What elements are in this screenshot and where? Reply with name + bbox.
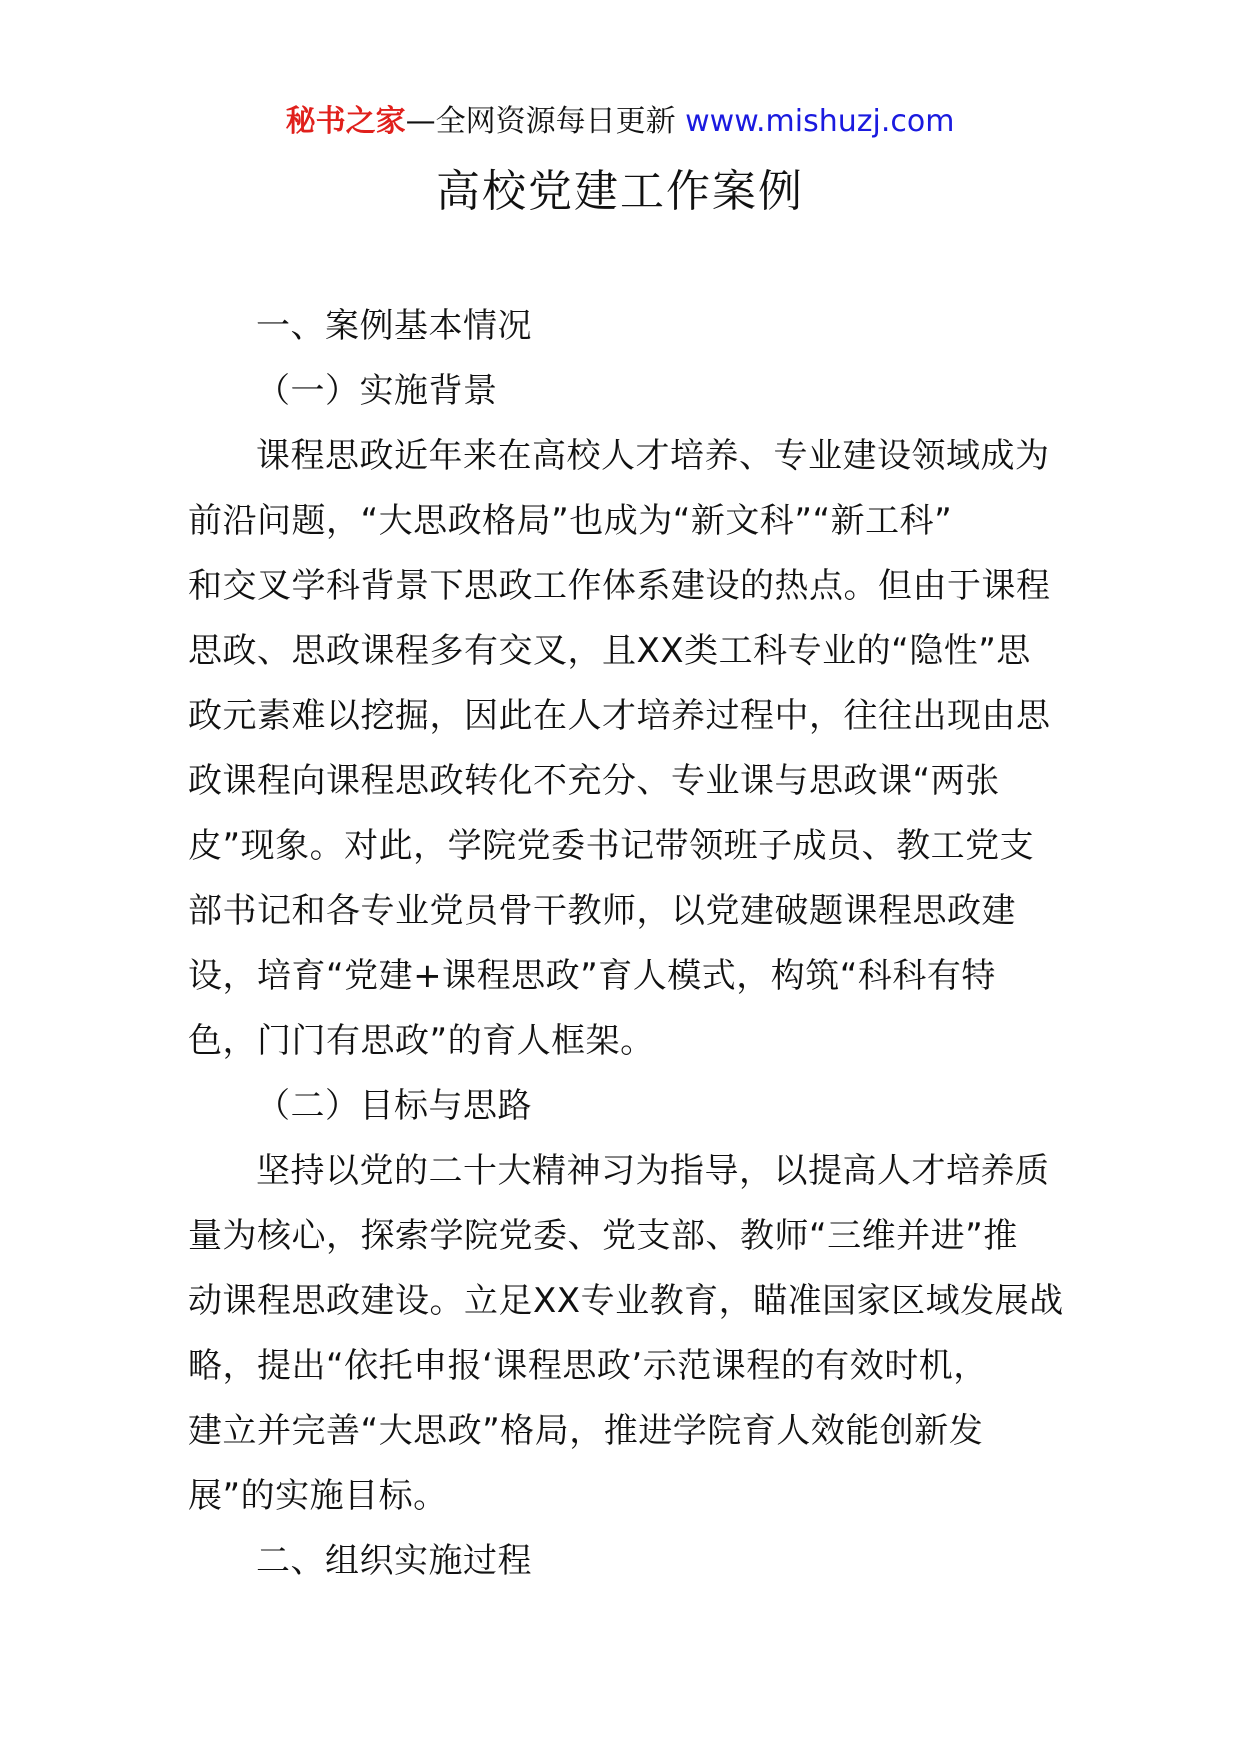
paragraph-line: 建立并完善“大思政”格局，推进学院育人效能创新发 (188, 1411, 984, 1451)
section-heading-1: 一、案例基本情况 (256, 306, 532, 346)
subsection-heading-2: （二）目标与思路 (256, 1086, 532, 1126)
paragraph-line: 政元素难以挖掘，因此在人才培养过程中，往往出现由思 (188, 696, 1051, 736)
paragraph-line: 设，培育“党建+课程思政”育人模式，构筑“科科有特 (188, 956, 996, 996)
subsection-heading-1: （一）实施背景 (256, 371, 498, 411)
paragraph-line: 课程思政近年来在高校人才培养、专业建设领域成为 (256, 436, 1050, 476)
paragraph-line: 皮”现象。对此，学院党委书记带领班子成员、教工党支 (188, 826, 1035, 866)
section-heading-2: 二、组织实施过程 (256, 1541, 532, 1581)
paragraph-line: 部书记和各专业党员骨干教师，以党建破题课程思政建 (188, 891, 1016, 931)
site-banner (0, 100, 1240, 144)
paragraph-line: 展”的实施目标。 (188, 1476, 448, 1516)
paragraph-line: 和交叉学科背景下思政工作体系建设的热点。但由于课程 (188, 566, 1051, 606)
document-title: 高校党建工作案例 (436, 166, 804, 217)
paragraph-line: 坚持以党的二十大精神习为指导，以提高人才培养质 (256, 1151, 1050, 1191)
document-body (188, 294, 1064, 1594)
paragraph-line: 色，门门有思政”的育人框架。 (188, 1021, 655, 1061)
paragraph-line: 思政、思政课程多有交叉，且XX类工科专业的“隐性”思 (188, 631, 1031, 671)
banner-slogan: —全网资源每日更新 (405, 104, 686, 139)
banner-url-link[interactable]: www.mishuzj.com (685, 104, 955, 139)
paragraph-line: 前沿问题，“大思政格局”也成为“新文科”“新工科” (188, 501, 953, 541)
paragraph-line: 政课程向课程思政转化不充分、专业课与思政课“两张 (188, 761, 1000, 801)
banner-brand: 秘书之家 (285, 104, 406, 139)
paragraph-line: 量为核心，探索学院党委、党支部、教师“三维并进”推 (188, 1216, 1018, 1256)
paragraph-line: 略，提出“依托申报‘课程思政’示范课程的有效时机， (188, 1346, 988, 1386)
paragraph-line: 动课程思政建设。立足XX专业教育，瞄准国家区域发展战 (188, 1281, 1064, 1321)
